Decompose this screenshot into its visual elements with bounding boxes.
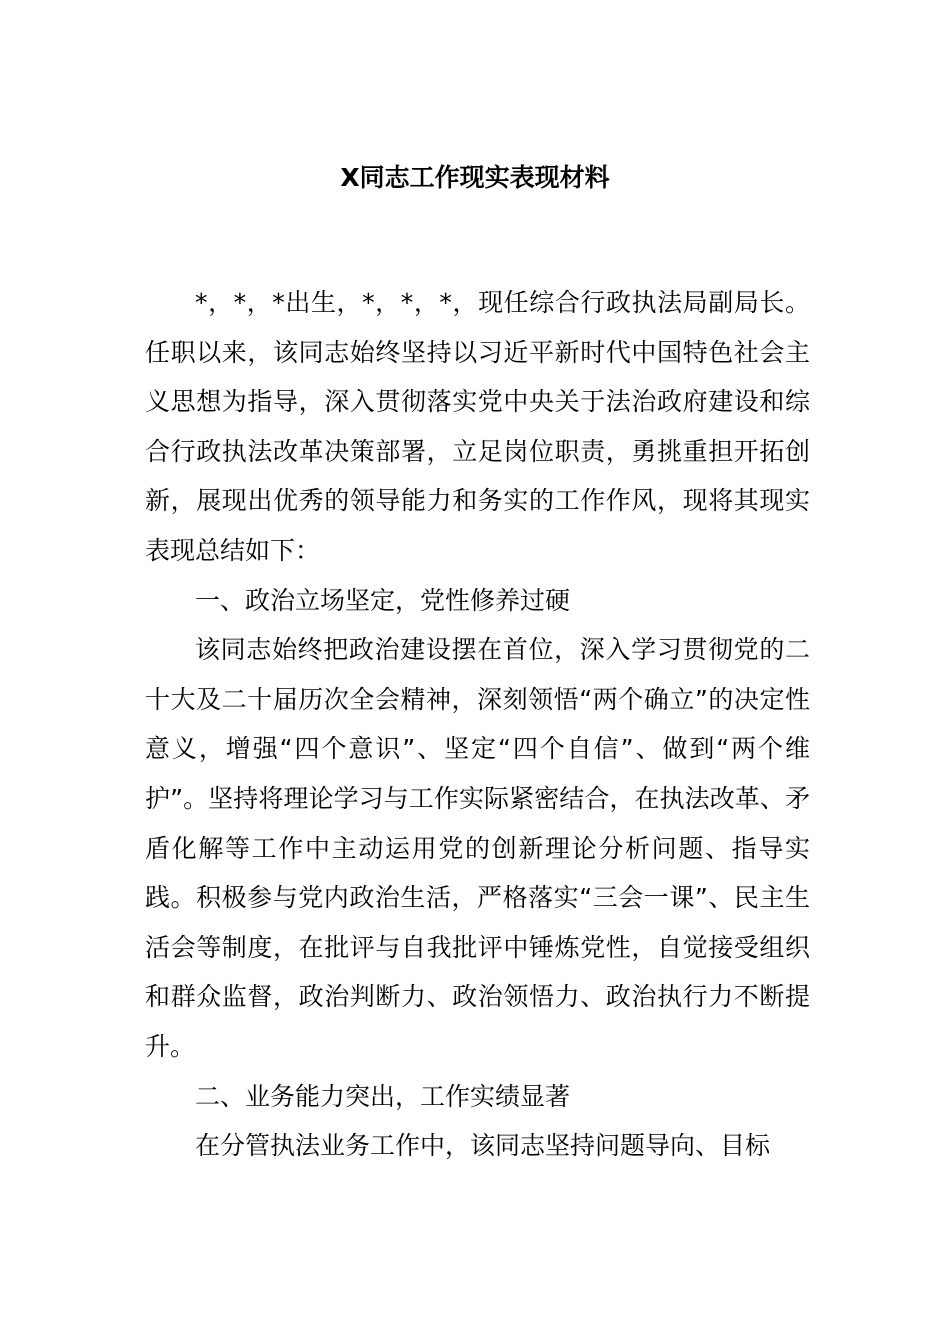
document-body [145, 278, 810, 1171]
section-1-paragraph: 该同志始终把政治建设摆在首位，深入学习贯彻党的二十大及二十届历次全会精神，深刻领悟“两个确立”的决定性意义，增强“四个意识”、坚定“四个自信”、做到“两个维护”。坚持将理论学习与工作实际紧密结合，在执法改革、矛盾化解等工作中主动运用党的创新理论分析问题、指导实践。积极参与党内政治生活，严格落实“三会一课”、民主生活会等制度，在批评与自我批评中锤炼党性，自觉接受组织和群众监督，政治判断力、政治领悟力、政治执行力不断提升。 [145, 635, 810, 1061]
section-heading-2: 二、业务能力突出，工作实绩显著 [195, 1081, 571, 1111]
intro-paragraph: *，*，*出生，*，*，*，现任综合行政执法局副局长。任职以来，该同志始终坚持以习近平新时代中国特色社会主义思想为指导，深入贯彻落实党中央关于法治政府建设和综合行政执法改革决策部署，立足岗位职责，勇挑重担开拓创新，展现出优秀的领导能力和务实的工作作风，现将其现实表现总结如下： [145, 288, 810, 565]
section-2-paragraph: 在分管执法业务工作中，该同志坚持问题导向、目标 [195, 1131, 771, 1161]
section-heading-1: 一、政治立场坚定，党性修养过硬 [195, 585, 571, 615]
document-title: X同志工作现实表现材料 [340, 163, 610, 192]
